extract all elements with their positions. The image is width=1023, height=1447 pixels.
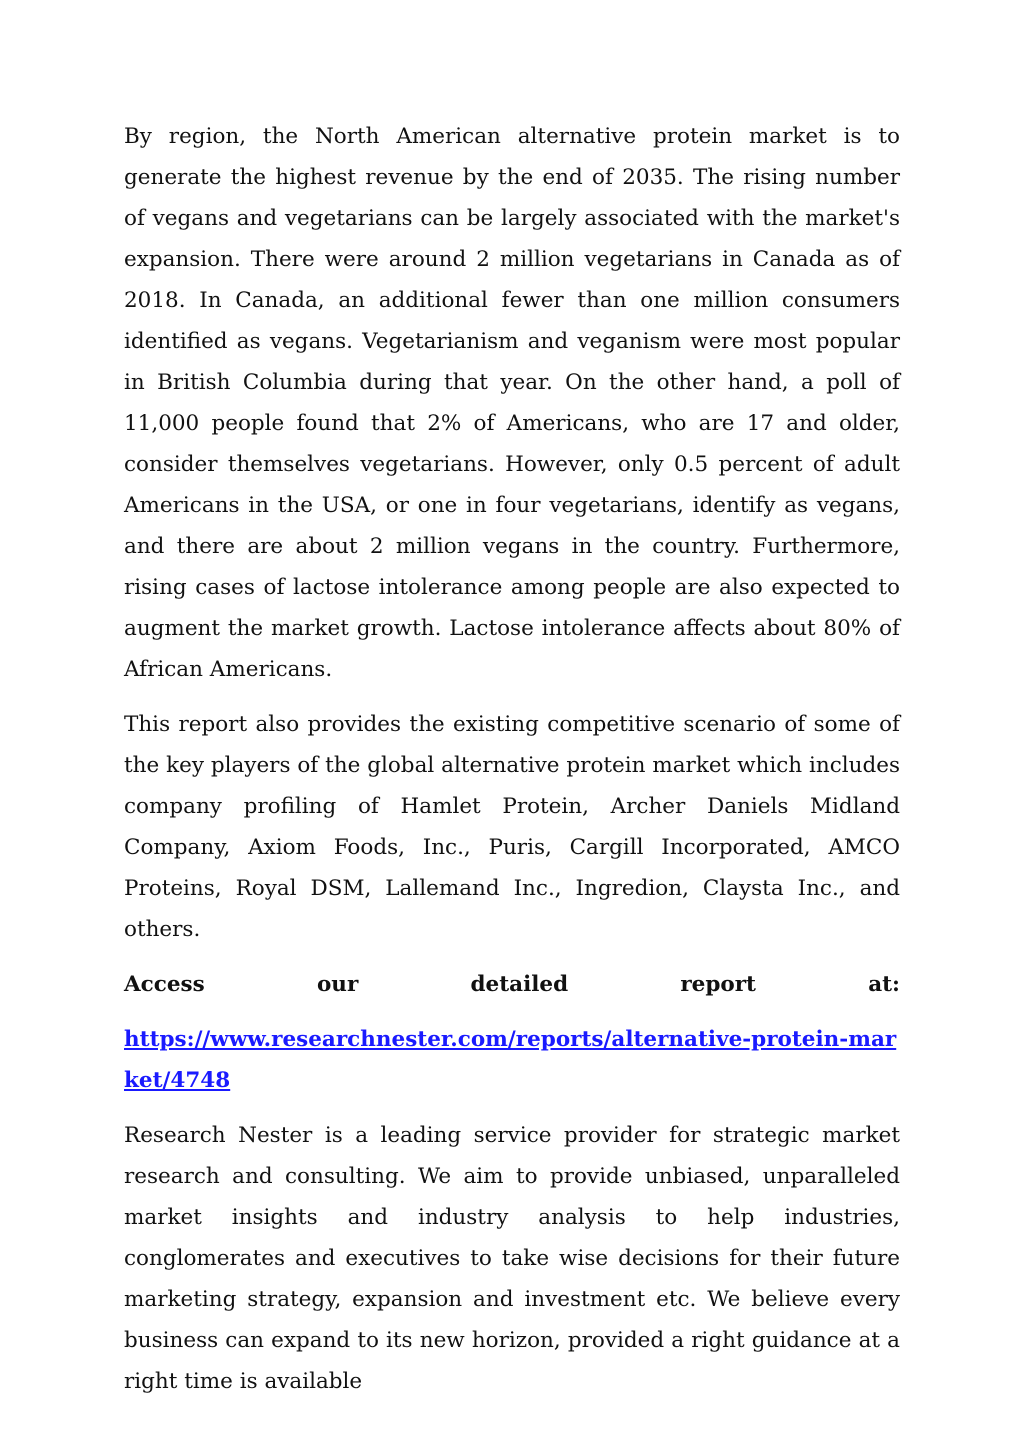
report-link-line [124, 1019, 900, 1101]
paragraph-regional-market: By region, the North American alternative protein market is to generate the highest revenue by the end of 2035. The rising number of vegans and vegetarians can be largely associated with the market's expansion. There were around 2 million vegetarians in Canada as of 2018. In Canada, an additional fewer than one million consumers identified as vegans. Vegetarianism and veganism were most popular in British Columbia during that year. On the other hand, a poll of 11,000 people found that 2% of Americans, who are 17 and older, consider themselves vegetarians. However, only 0.5 percent of adult Americans in the USA, or one in four vegetarians, identify as vegans, and there are about 2 million vegans in the country. Furthermore, rising cases of lactose intolerance among people are also expected to augment the market growth. Lactose intolerance affects about 80% of African Americans. [124, 124, 900, 682]
report-link[interactable]: https://www.researchnester.com/reports/alternative-protein-market/4748 [124, 1027, 897, 1093]
paragraph-key-players: This report also provides the existing competitive scenario of some of the key players of the global alternative protein market which includes company profiling of Hamlet Protein, Archer Daniels Midland Company, Axiom Foods, Inc., Puris, Cargill Incorporated, AMCO Proteins, Royal DSM, Lallemand Inc., Ingredion, Claysta Inc., and others. [124, 712, 900, 942]
paragraph-about-research-nester: Research Nester is a leading service provider for strategic market research and consulting. We aim to provide unbiased, unparalleled market insights and industry analysis to help industries, conglomerates and executives to take wise decisions for their future marketing strategy, expansion and investment etc. We believe every business can expand to its new horizon, provided a right guidance at a right time is available [124, 1123, 900, 1394]
document-page [124, 116, 900, 1416]
access-report-label: Access our detailed report at: [124, 972, 900, 997]
